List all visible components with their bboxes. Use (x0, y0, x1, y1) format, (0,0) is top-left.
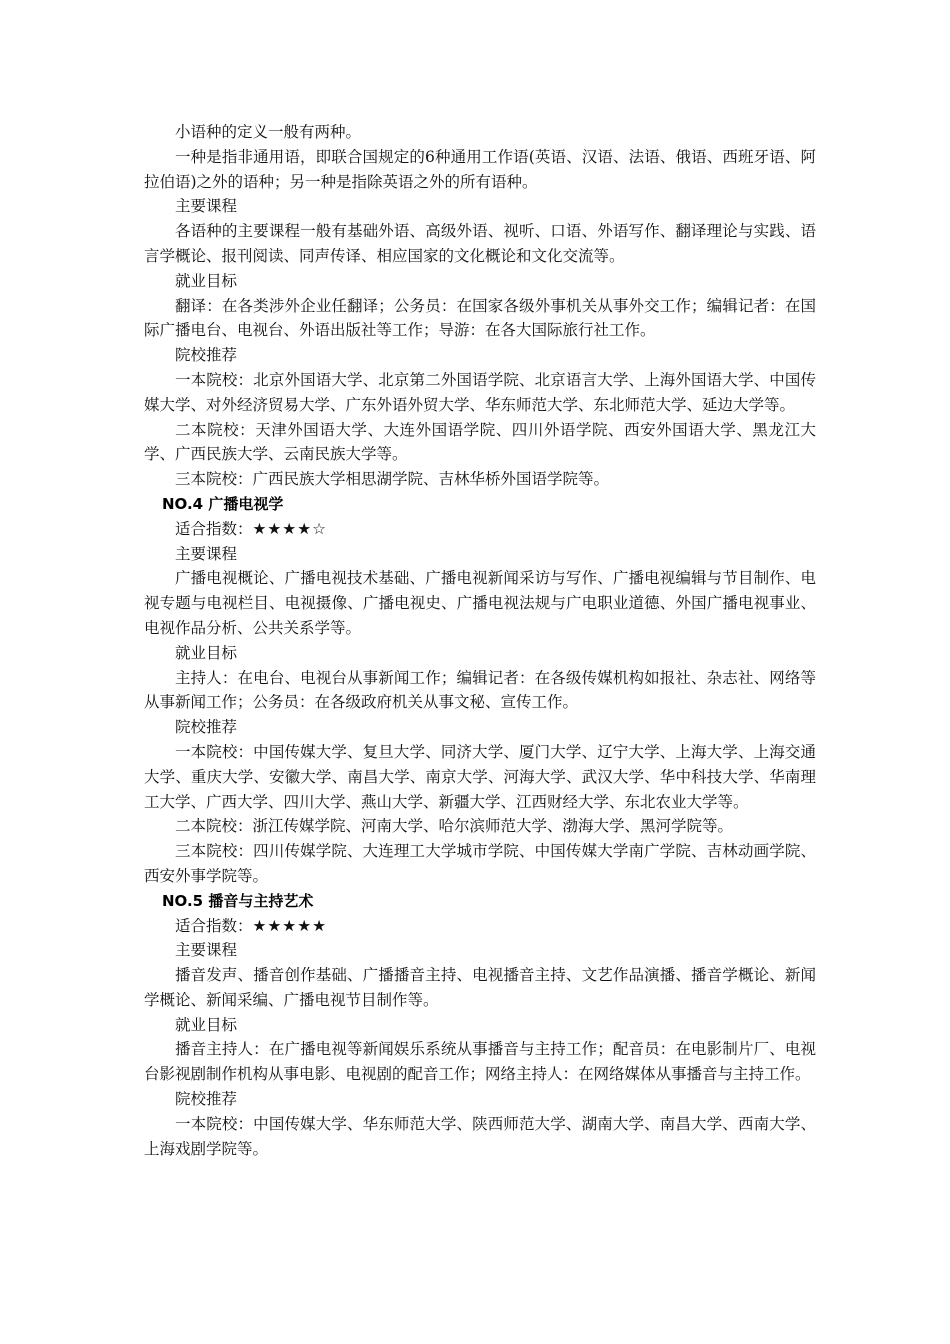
jobs-label: 就业目标 (175, 643, 238, 662)
rating-line (144, 517, 816, 542)
section-heading-no4: NO.4 广播电视学 (162, 494, 284, 513)
jobs-paragraph: 主持人：在电台、电视台从事新闻工作；编辑记者：在各级传媒机构如报社、杂志社、网络等从事新闻工作；公务员：在各级政府机关从事文秘、宣传工作。 (144, 668, 816, 712)
rating-label: 适合指数： (175, 519, 253, 538)
section-heading-no5: NO.5 播音与主持艺术 (162, 891, 314, 910)
tier1-schools: 一本院校：北京外国语大学、北京第二外国语学院、北京语言大学、上海外国语大学、中国传媒大学、对外经济贸易大学、广东外语外贸大学、华东师范大学、东北师范大学、延边大学等。 (144, 370, 816, 414)
tier3-schools: 三本院校：四川传媒学院、大连理工大学城市学院、中国传媒大学南广学院、吉林动画学院、西安外事学院等。 (144, 842, 816, 885)
tier1-schools: 一本院校：中国传媒大学、复旦大学、同济大学、厦门大学、辽宁大学、上海大学、上海交通大学、重庆大学、安徽大学、南昌大学、南京大学、河海大学、武汉大学、华中科技大学、华南理工大学、广西大学、四川大学、燕山大学、新疆大学、江西财经大学、东北农业大学等。 (144, 742, 816, 811)
intro-paragraph: 小语种的定义一般有两种。 (175, 123, 362, 141)
schools-label: 院校推荐 (175, 718, 238, 737)
courses-label: 主要课程 (175, 941, 238, 960)
rating-label: 适合指数： (175, 916, 253, 935)
courses-paragraph: 各语种的主要课程一般有基础外语、高级外语、视听、口语、外语写作、翻译理论与实践、语言学概论、报刊阅读、同声传译、相应国家的文化概论和文化交流等。 (144, 222, 816, 265)
tier1-schools: 一本院校：中国传媒大学、华东师范大学、陕西师范大学、湖南大学、南昌大学、西南大学、上海戏剧学院等。 (144, 1114, 816, 1158)
schools-label: 院校推荐 (175, 346, 238, 365)
jobs-label: 就业目标 (175, 271, 238, 290)
courses-label: 主要课程 (175, 544, 238, 563)
courses-label: 主要课程 (175, 197, 238, 216)
jobs-label: 就业目标 (175, 1015, 238, 1034)
schools-label: 院校推荐 (175, 1090, 238, 1109)
jobs-paragraph: 播音主持人：在广播电视等新闻娱乐系统从事播音与主持工作；配音员：在电影制片厂、电视台影视剧制作机构从事电影、电视剧的配音工作；网络主持人：在网络媒体从事播音与主持工作。 (144, 1040, 816, 1084)
definition-paragraph: 一种是指非通用语，即联合国规定的6种通用工作语(英语、汉语、法语、俄语、西班牙语、阿拉伯语)之外的语种；另一种是指除英语之外的所有语种。 (144, 147, 816, 191)
tier3-schools: 三本院校：广西民族大学相思湖学院、吉林华桥外国语学院等。 (175, 470, 610, 489)
courses-paragraph: 播音发声、播音创作基础、广播播音主持、电视播音主持、文艺作品演播、播音学概论、新闻学概论、新闻采编、广播电视节目制作等。 (144, 966, 816, 1009)
rating-line (144, 914, 816, 939)
document-page (144, 120, 816, 1161)
rating-stars: ★★★★☆ (252, 519, 327, 538)
courses-paragraph: 广播电视概论、广播电视技术基础、广播电视新闻采访与写作、广播电视编辑与节目制作、电视专题与电视栏目、电视摄像、广播电视史、广播电视法规与广电职业道德、外国广播电视事业、电视作品分析、公共关系学等。 (144, 569, 816, 637)
tier2-schools: 二本院校：浙江传媒学院、河南大学、哈尔滨师范大学、渤海大学、黑河学院等。 (175, 817, 734, 836)
tier2-schools: 二本院校：天津外国语大学、大连外国语学院、四川外语学院、西安外国语大学、黑龙江大学、广西民族大学、云南民族大学等。 (144, 420, 816, 464)
rating-stars: ★★★★★ (252, 916, 327, 935)
jobs-paragraph: 翻译：在各类涉外企业任翻译；公务员：在国家各级外事机关从事外交工作；编辑记者：在国际广播电台、电视台、外语出版社等工作；导游：在各大国际旅行社工作。 (144, 296, 816, 340)
